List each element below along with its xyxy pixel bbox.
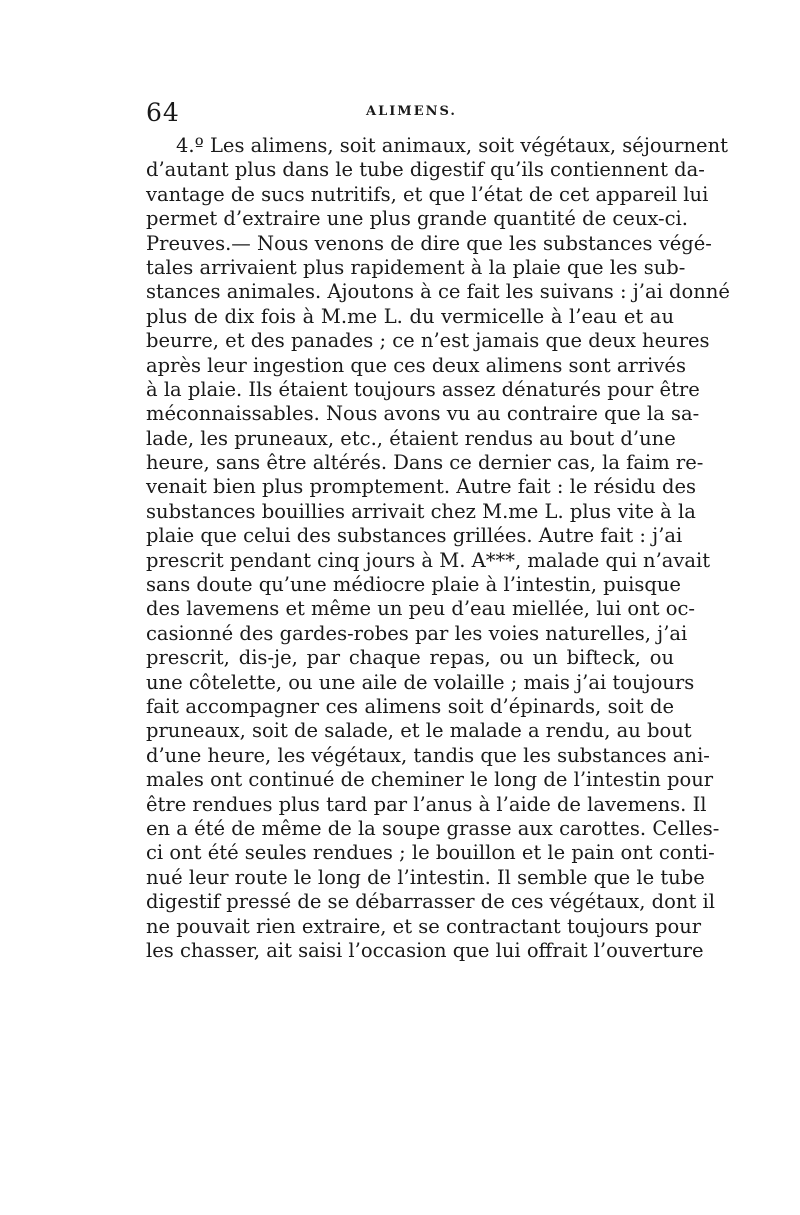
text-line: en a été de même de la soupe grasse aux carottes. Celles-: [146, 816, 720, 840]
text-line: méconnaissables. Nous avons vu au contraire que la sa-: [146, 402, 700, 426]
text-line: venait bien plus promptement. Autre fait : le résidu des: [146, 475, 696, 499]
text-line: nué leur route le long de l’intestin. Il semble que le tube: [146, 865, 705, 889]
text-line: heure, sans être altérés. Dans ce dernier cas, la faim re-: [146, 451, 704, 475]
text-line: d’une heure, les végétaux, tandis que les substances ani-: [146, 743, 710, 767]
text-line: tales arrivaient plus rapidement à la plaie que les sub-: [146, 255, 686, 279]
text-line: être rendues plus tard par l’anus à l’aide de lavemens. Il: [146, 792, 707, 816]
text-line: à la plaie. Ils étaient toujours assez dénaturés pour être: [146, 377, 700, 401]
text-line: 4.º Les alimens, soit animaux, soit végétaux, séjournent: [176, 134, 728, 157]
text-line: sans doute qu’une médiocre plaie à l’intestin, puisque: [146, 573, 681, 597]
text-line: fait accompagner ces alimens soit d’épinards, soit de: [146, 694, 674, 718]
text-line: pruneaux, soit de salade, et le malade a rendu, au bout: [146, 719, 692, 743]
text-line: prescrit pendant cinq jours à M. A***, malade qui n’avait: [146, 548, 711, 572]
text-line: stances animales. Ajoutons à ce fait les suivans : j’ai donné: [146, 280, 730, 304]
page-number: 64: [146, 98, 180, 127]
text-line: casionné des gardes-robes par les voies naturelles, j’ai: [146, 621, 688, 645]
text-line: permet d’extraire une plus grande quantité de ceux-ci.: [146, 207, 688, 231]
text-line: les chasser, ait saisi l’occasion que lui offrait l’ouverture: [146, 938, 704, 962]
text-line: une côtelette, ou une aile de volaille ; mais j’ai toujours: [146, 670, 695, 694]
text-line: digestif pressé de se débarrasser de ces végétaux, dont il: [146, 890, 715, 914]
text-line: d’autant plus dans le tube digestif qu’ils contiennent da-: [146, 158, 705, 182]
text-line: beurre, et des panades ; ce n’est jamais que deux heures: [146, 329, 710, 353]
text-line: des lavemens et même un peu d’eau miellée, lui ont oc-: [146, 597, 696, 621]
running-head: ALIMENS.: [366, 104, 457, 119]
text-line: males ont continué de cheminer le long de l’intestin pour: [146, 768, 714, 792]
text-line: substances bouillies arrivait chez M.me L. plus vite à la: [146, 499, 696, 523]
text-line: Preuves.— Nous venons de dire que les substances végé-: [146, 231, 712, 255]
text-line: prescrit, dis-je, par chaque repas, ou un bifteck, ou: [146, 646, 674, 670]
text-line: plaie que celui des substances grillées. Autre fait : j’ai: [146, 524, 683, 548]
text-line: ci ont été seules rendues ; le bouillon et le pain ont conti-: [146, 841, 715, 865]
text-line: ne pouvait rien extraire, et se contractant toujours pour: [146, 914, 702, 938]
text-line: plus de dix fois à M.me L. du vermicelle à l’eau et au: [146, 304, 674, 328]
text-line: lade, les pruneaux, etc., étaient rendus au bout d’une: [146, 426, 676, 450]
text-line: vantage de sucs nutritifs, et que l’état de cet appareil lui: [146, 182, 709, 206]
text-line: après leur ingestion que ces deux alimens sont arrivés: [146, 353, 686, 377]
body-text: [146, 134, 730, 963]
page-header: [146, 98, 674, 134]
